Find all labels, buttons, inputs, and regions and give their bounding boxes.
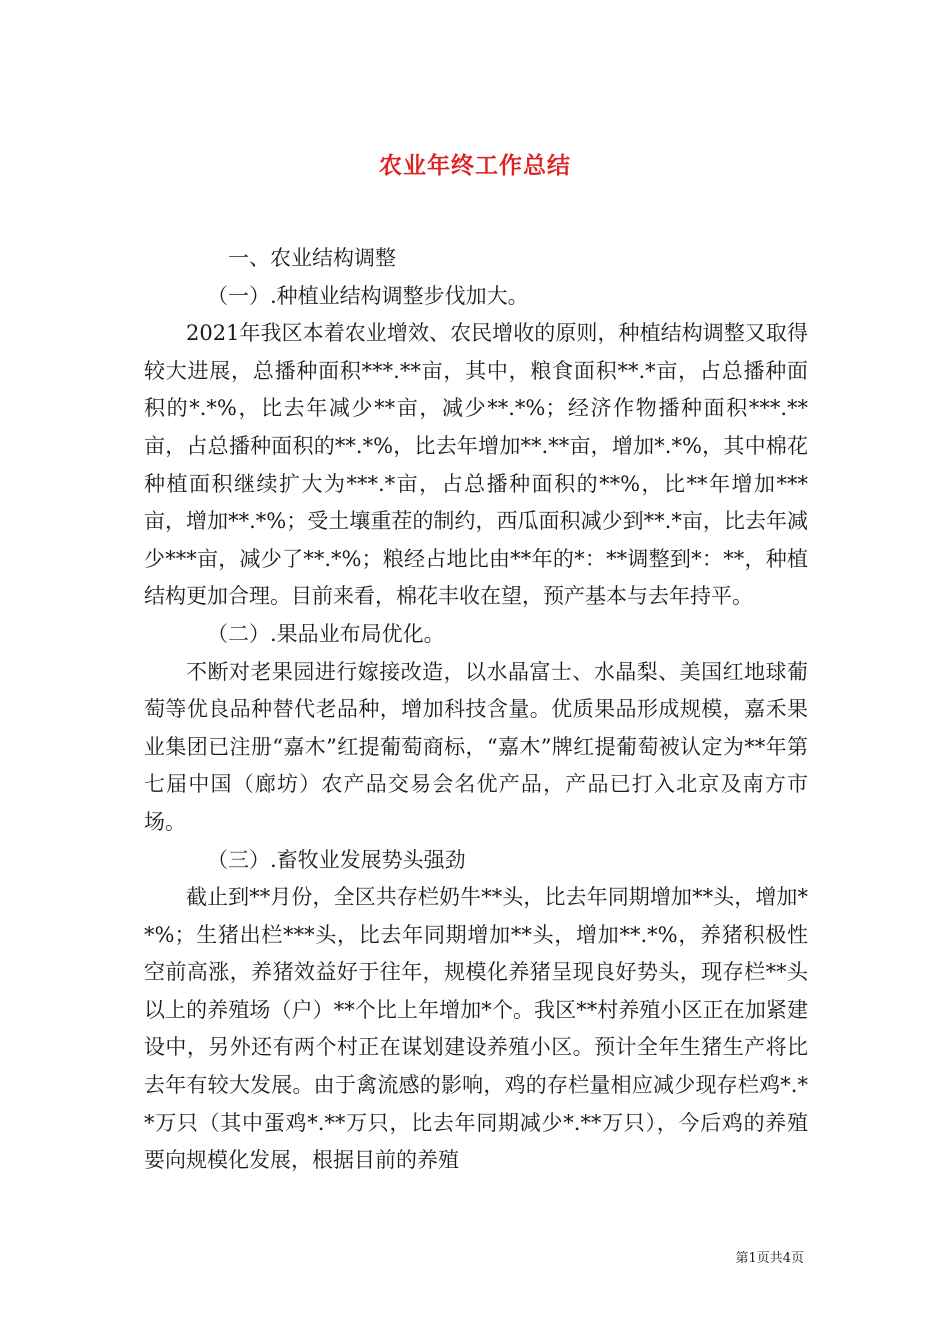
subsection-heading-planting: （一）.种植业结构调整步伐加大。: [207, 283, 529, 308]
document-body: [144, 240, 808, 1180]
subsection-heading-livestock: （三）.畜牧业发展势头强劲: [207, 847, 466, 872]
section-heading-agri-structure: 一、农业结构调整: [228, 246, 396, 270]
paragraph-livestock: 截止到**月份，全区共存栏奶牛**头，比去年同期增加**头，增加**%；生猪出栏***头，比去年同期增加**头，增加**.*%，养猪积极性空前高涨，养猪效益好于往年，规模化养猪呈现良好势头，现存栏**头以上的养殖场（户）**个比上年增加*个。我区**村养殖小区正在加紧建设中，另外还有两个村正在谋划建设养殖小区。预计全年生猪生产将比去年有较大发展。由于禽流感的影响，鸡的存栏量相应减少现存栏鸡*.**万只（其中蛋鸡*.**万只，比去年同期减少*.**万只），今后鸡的养殖要向规模化发展，根据目前的养殖: [144, 885, 808, 1173]
subsection-heading-fruit: （二）.果品业布局优化。: [207, 621, 445, 646]
page-number: 第1页共4页: [735, 1251, 804, 1266]
paragraph-planting: 2021年我区本着农业增效、农民增收的原则，种植结构调整又取得较大进展，总播种面积***.**亩，其中，粮食面积**.*亩，占总播种面积的*.*%，比去年减少**亩，减少**.*%；经济作物播种面积***.**亩，占总播种面积的**.*%，比去年增加**.**亩，增加*.*%，其中棉花种植面积继续扩大为***.*亩，占总播种面积的**%，比**年增加***亩，增加**.*%；受土壤重茬的制约，西瓜面积减少到**.*亩，比去年减少***亩，减少了**.*%；粮经占地比由**年的*：**调整到*：**，种植结构更加合理。目前来看，棉花丰收在望，预产基本与去年持平。: [144, 321, 808, 609]
paragraph-fruit: 不断对老果园进行嫁接改造，以水晶富士、水晶梨、美国红地球葡萄等优良品种替代老品种，增加科技含量。优质果品形成规模，嘉禾果业集团已注册“嘉木”红提葡萄商标，“嘉木”牌红提葡萄被认定为**年第七届中国（廊坊）农产品交易会名优产品，产品已打入北京及南方市场。: [144, 659, 808, 834]
document-title: 农业年终工作总结: [379, 153, 571, 180]
